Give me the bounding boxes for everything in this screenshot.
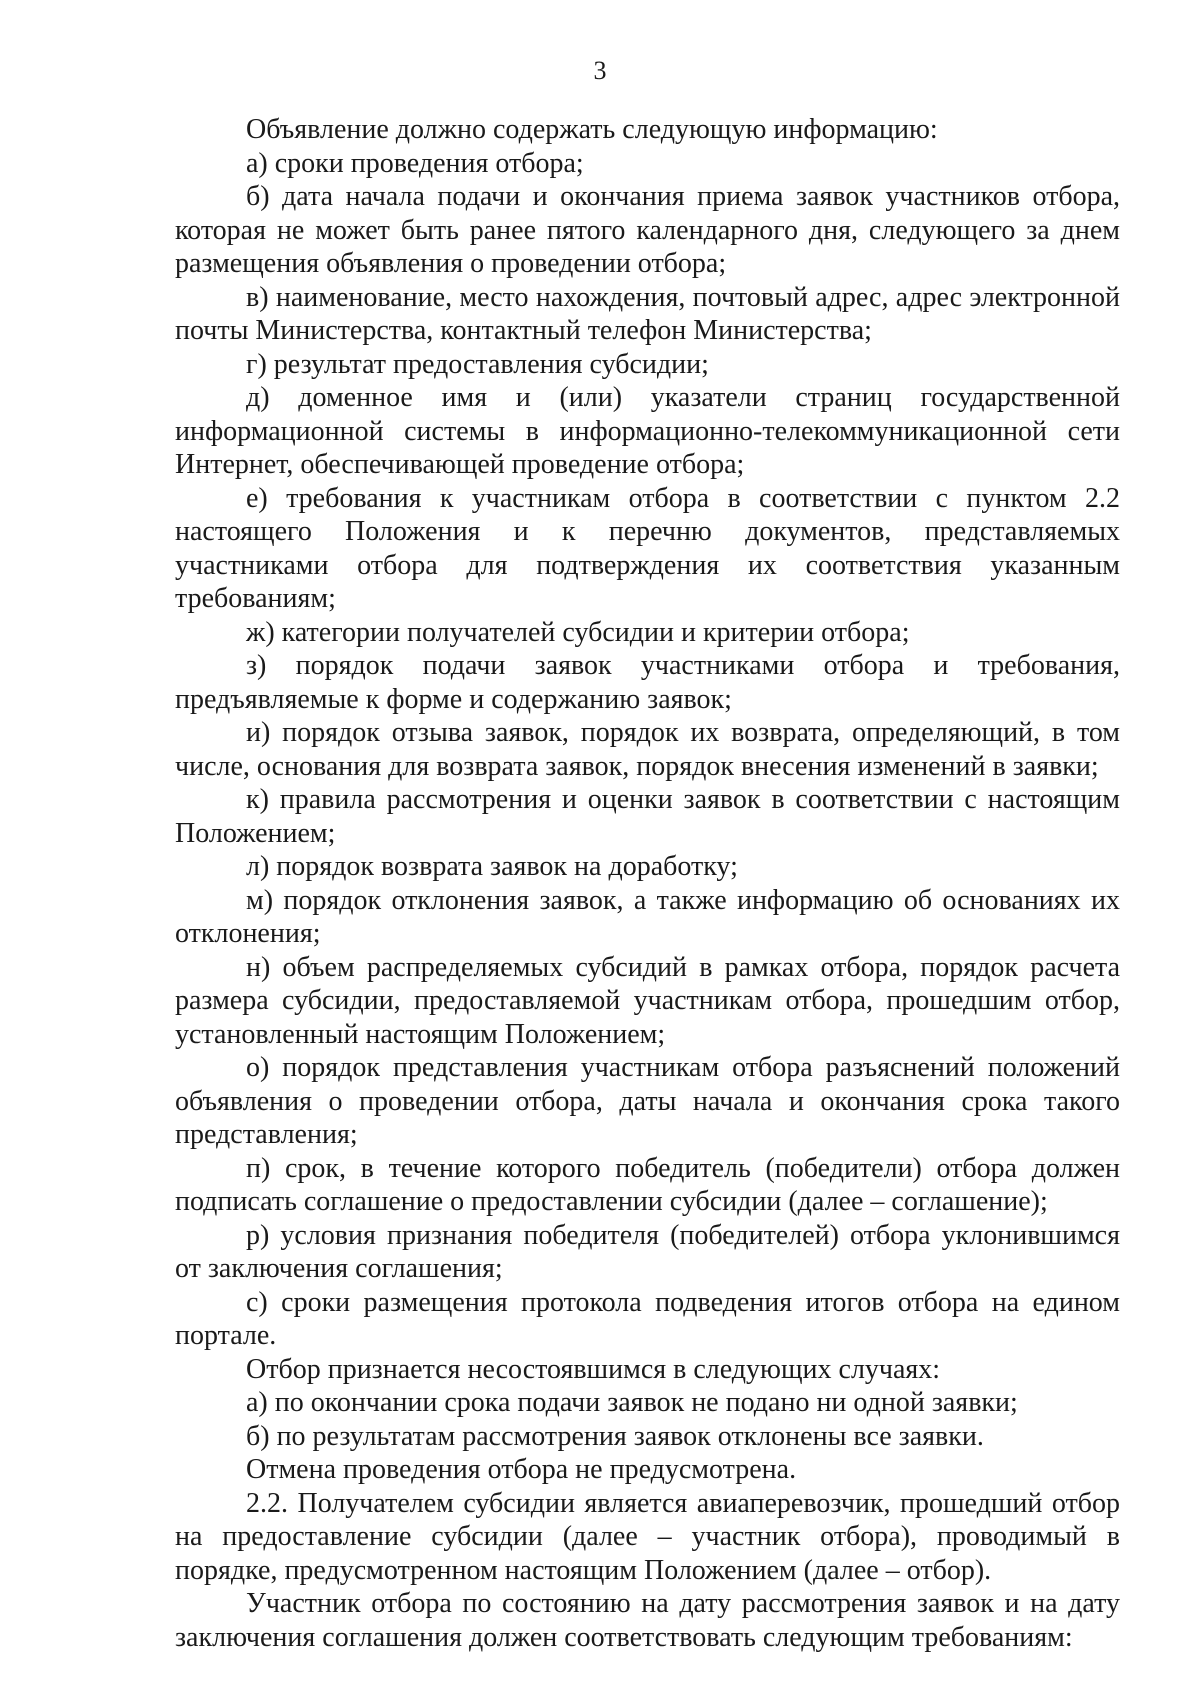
paragraph: Отмена проведения отбора не предусмотрена. (246, 1454, 797, 1485)
list-item: ж) категории получателей субсидии и критерии отбора; (246, 616, 910, 648)
list-item: з) порядок подачи заявок участниками отбора и требования, предъявляемые к форме и содержанию заявок; (175, 650, 1120, 715)
list-item: д) доменное имя и (или) указатели страниц государственной информационной системы в информационно-телекоммуникационной сети Интернет, обеспечивающей проведение отбора; (175, 382, 1120, 480)
paragraph: Отбор признается несостоявшимся в следующих случаях: (246, 1353, 941, 1385)
paragraph: Объявление должно содержать следующую информацию: (246, 114, 938, 145)
list-item: с) сроки размещения протокола подведения итогов отбора на едином портале. (175, 1286, 1120, 1351)
list-item: р) условия признания победителя (победителей) отбора уклонившимся от заключения соглашения; (175, 1219, 1120, 1284)
list-item: л) порядок возврата заявок на доработку; (246, 851, 738, 882)
list-item: б) дата начала подачи и окончания приема заявок участников отбора, которая не может быть ранее пятого календарного дня, следующего за днем размещения объявления о проведении отбора; (175, 181, 1120, 279)
list-item: б) по результатам рассмотрения заявок отклонены все заявки. (246, 1420, 984, 1452)
list-item: п) срок, в течение которого победитель (победители) отбора должен подписать соглашение о предоставлении субсидии (далее – соглашение); (175, 1152, 1120, 1217)
list-item: н) объем распределяемых субсидий в рамках отбора, порядок расчета размера субсидии, предоставляемой участникам отбора, прошедшим отбор, установленный настоящим Положением; (175, 951, 1120, 1050)
body-text (175, 113, 1120, 1654)
list-item: е) требования к участникам отбора в соответствии с пунктом 2.2 настоящего Положения и к перечню документов, представляемых участниками отбора для подтверждения их соответствия указанным требованиям; (175, 482, 1120, 614)
list-item: к) правила рассмотрения и оценки заявок в соответствии с настоящим Положением; (175, 784, 1120, 849)
list-item: а) по окончании срока подачи заявок не подано ни одной заявки; (246, 1387, 1018, 1418)
list-item: м) порядок отклонения заявок, а также информацию об основаниях их отклонения; (175, 884, 1120, 949)
list-item: и) порядок отзыва заявок, порядок их возврата, определяющий, в том числе, основания для возврата заявок, порядок внесения изменений в заявки; (175, 717, 1120, 782)
list-item: о) порядок представления участникам отбора разъяснений положений объявления о проведении отбора, даты начала и окончания срока такого представления; (175, 1052, 1120, 1150)
page-number: 3 (593, 56, 607, 85)
paragraph: Участник отбора по состоянию на дату рассмотрения заявок и на дату заключения соглашения должен соответствовать следующим требованиям: (175, 1588, 1120, 1653)
list-item: а) сроки проведения отбора; (246, 147, 584, 179)
list-item: в) наименование, место нахождения, почтовый адрес, адрес электронной почты Министерства, контактный телефон Министерства; (175, 281, 1120, 346)
paragraph: 2.2. Получателем субсидии является авиаперевозчик, прошедший отбор на предоставление субсидии (далее – участник отбора), проводимый в порядке, предусмотренном настоящим Положением (далее – отбор). (175, 1487, 1120, 1586)
list-item: г) результат предоставления субсидии; (246, 348, 709, 380)
